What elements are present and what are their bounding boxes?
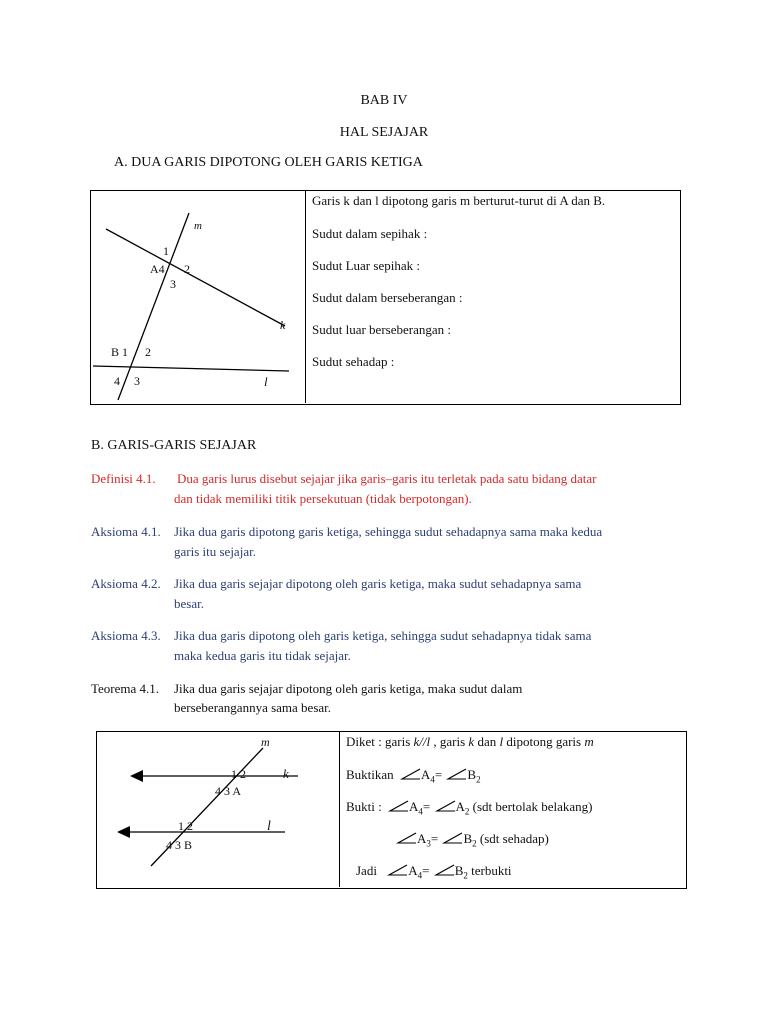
aksioma-2-line-1: Jika dua garis sejajar dipotong oleh garis ketiga, maka sudut sehadapnya sama	[174, 576, 582, 591]
definisi-line-1: Dua garis lurus disebut sejajar jika garis–garis itu terletak pada satu bidang datar	[177, 471, 597, 486]
angle-label-top-43a: 4 3 A	[215, 784, 242, 798]
angle-icon	[447, 769, 467, 780]
aksioma-2-line-2: besar.	[174, 596, 204, 611]
diket-line: Diket : garis k//l , garis k dan l dipotong garis m	[346, 734, 594, 749]
teorema-line-1: Jika dua garis sejajar dipotong oleh garis ketiga, maka sudut dalam	[174, 681, 523, 696]
arrow-l-icon	[117, 826, 130, 838]
angle-label-2-b: 2	[145, 345, 151, 359]
teorema-label: Teorema 4.1.	[91, 681, 160, 696]
aksioma-3-line-1: Jika dua garis dipotong oleh garis ketiga, sehingga sudut sehadapnya tidak sama	[174, 628, 592, 643]
sudut-dalam-berseberangan: Sudut dalam berseberangan :	[312, 290, 463, 305]
aksioma-3-label: Aksioma 4.3.	[91, 628, 161, 643]
section-a-heading: A. DUA GARIS DIPOTONG OLEH GARIS KETIGA	[114, 155, 423, 170]
angle-label-2-a: 2	[184, 262, 190, 276]
sudut-luar-berseberangan: Sudut luar berseberangan :	[312, 322, 451, 337]
label-m: m	[194, 220, 202, 232]
angle-icon	[443, 833, 463, 844]
angle-label-4-b: 4	[114, 374, 120, 388]
definisi-line-2: dan tidak memiliki titik persekutuan (tidak berpotongan).	[174, 491, 472, 506]
angle-icon	[435, 865, 455, 876]
angle-label-3-a: 3	[170, 277, 176, 291]
arrow-k-icon	[130, 770, 143, 782]
angle-icon	[389, 801, 409, 812]
angle-icon	[436, 801, 456, 812]
sudut-sehadap: Sudut sehadap :	[312, 354, 395, 369]
page-title: HAL SEJAJAR	[339, 125, 429, 140]
buktikan-line: Buktikan $A_4= B_2$	[346, 767, 481, 785]
given-statement: Garis k dan l dipotong garis m berturut-turut di A dan B.	[312, 193, 606, 208]
angle-label-1-a: 1	[163, 244, 169, 258]
aksioma-2-label: Aksioma 4.2.	[91, 576, 161, 591]
aksioma-1-line-2: garis itu sejajar.	[174, 544, 256, 559]
sudut-dalam-sepihak: Sudut dalam sepihak :	[312, 226, 428, 241]
angle-label-a4: A4	[150, 262, 165, 276]
label-k-proof: k	[283, 766, 289, 781]
label-l: l	[264, 374, 268, 389]
bukti-line-1: Bukti : $A_4= A_2$ (sdt bertolak belakang)	[346, 799, 593, 817]
angle-icon	[388, 865, 408, 876]
label-l-proof: l	[267, 819, 271, 834]
aksioma-1-label: Aksioma 4.1.	[91, 524, 161, 539]
aksioma-3-line-2: maka kedua garis itu tidak sejajar.	[174, 648, 351, 663]
bukti-line-2: $A_3= B_2$ (sdt sehadap)	[397, 831, 549, 849]
sudut-luar-sepihak: Sudut Luar sepihak :	[312, 258, 420, 273]
angle-label-b1: B 1	[111, 345, 129, 359]
angle-label-top-12: 1 2	[231, 767, 246, 781]
label-m-proof: m	[261, 735, 270, 749]
definisi-label: Definisi 4.1.	[91, 471, 156, 486]
angle-label-bot-43b: 4 3 B	[166, 838, 193, 852]
angle-label-3-b: 3	[134, 374, 140, 388]
teorema-line-2: berseberangannya sama besar.	[174, 700, 332, 715]
aksioma-1-line-1: Jika dua garis dipotong garis ketiga, sehingga sudut sehadapnya sama maka kedua	[174, 524, 603, 539]
angle-icon	[401, 769, 421, 780]
angle-label-bot-12: 1 2	[178, 819, 193, 833]
chapter-title: BAB IV	[360, 93, 408, 108]
section-b-heading: B. GARIS-GARIS SEJAJAR	[91, 438, 257, 453]
label-k: k	[280, 318, 286, 332]
angle-icon	[397, 833, 417, 844]
jadi-line: Jadi $A_4= B_2$ terbukti	[356, 863, 512, 881]
